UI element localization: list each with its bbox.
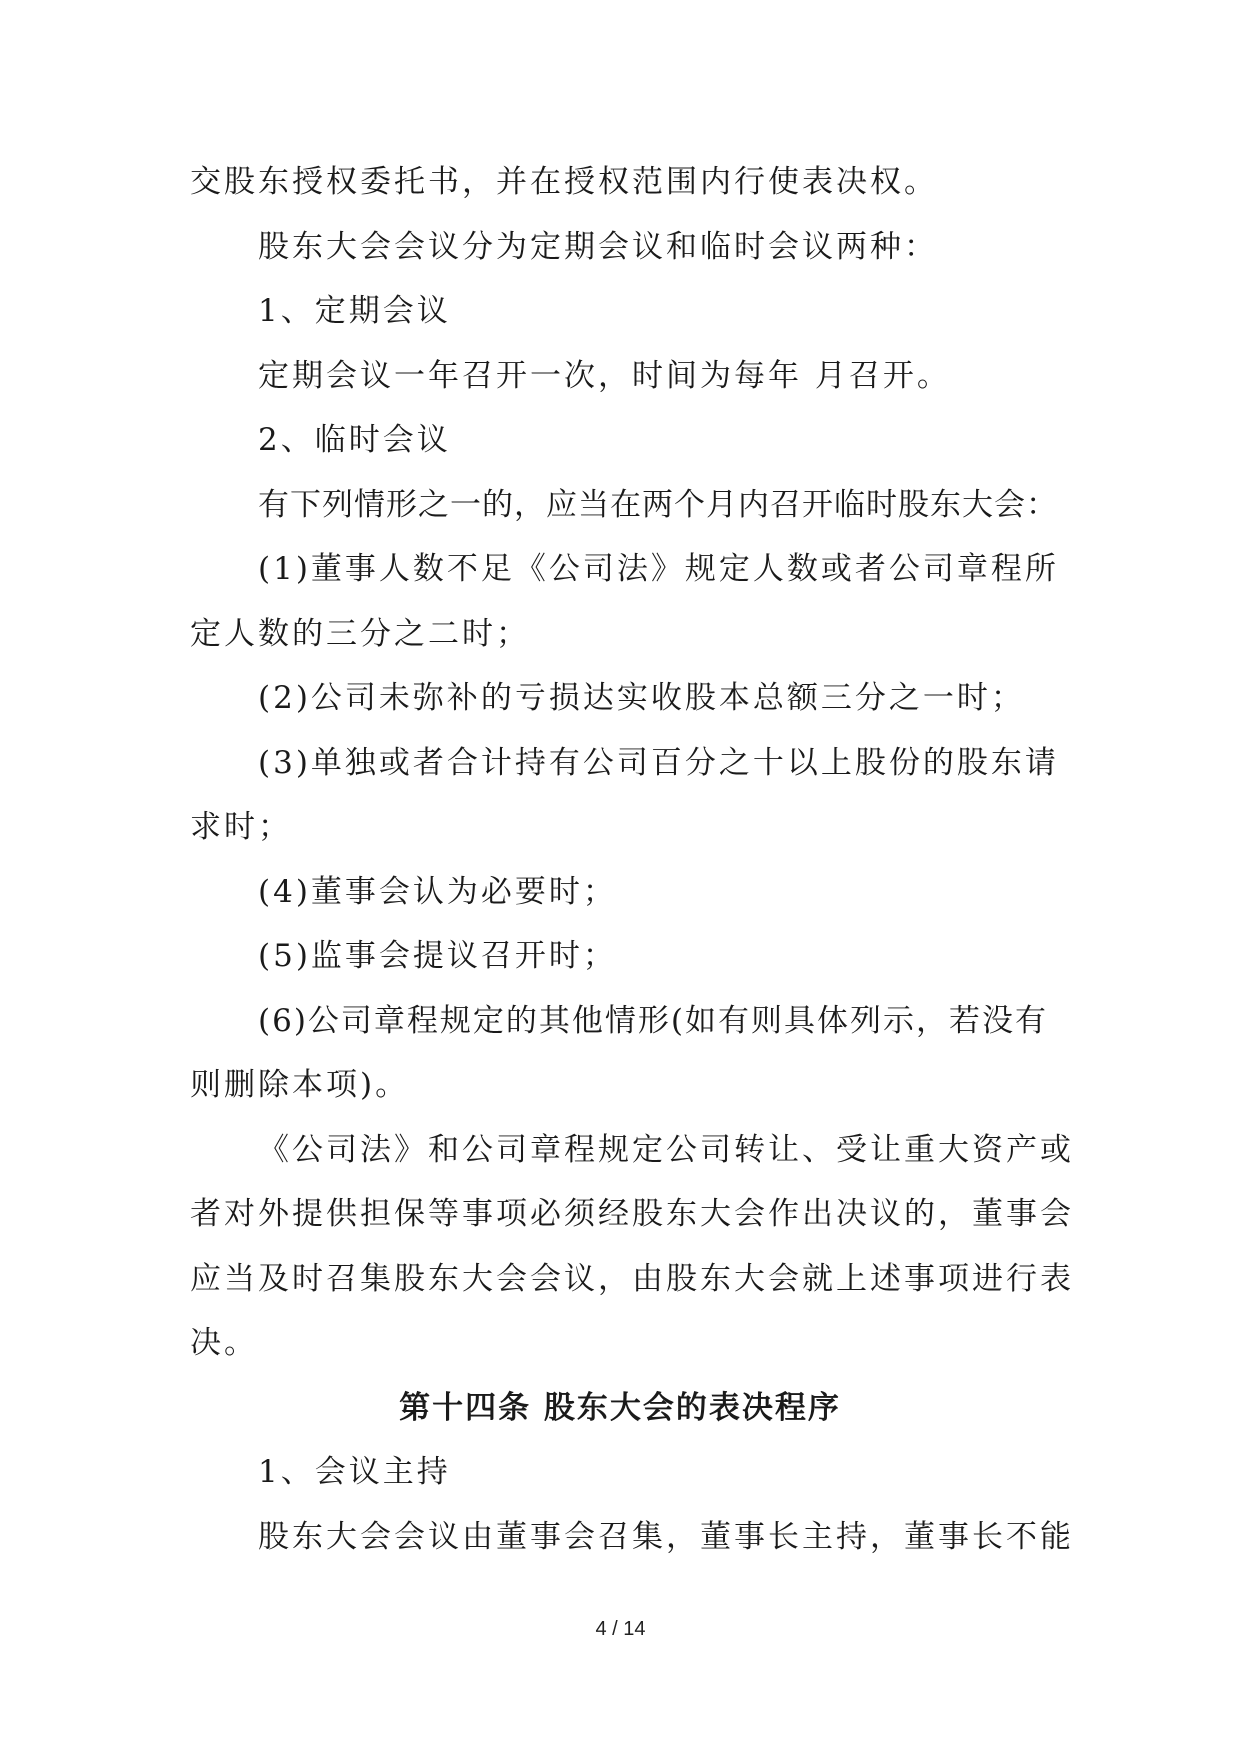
paragraph-line: 定期会议一年召开一次，时间为每年 月召开。 bbox=[258, 357, 951, 394]
paragraph-line: 求时； bbox=[190, 809, 292, 845]
paragraph-line: 决。 bbox=[190, 1325, 258, 1361]
list-item: (5)监事会提议召开时； bbox=[258, 938, 617, 974]
page-number: 4 / 14 bbox=[595, 1618, 646, 1640]
paragraph-line: 应当及时召集股东大会会议，由股东大会就上述事项进行表 bbox=[190, 1260, 1074, 1297]
list-item: (1)董事人数不足《公司法》规定人数或者公司章程所 bbox=[258, 551, 1059, 587]
list-item-heading: 2、临时会议 bbox=[258, 422, 451, 458]
list-item-heading: 1、定期会议 bbox=[258, 293, 451, 329]
list-item-heading: 1、会议主持 bbox=[258, 1454, 451, 1490]
list-item: (3)单独或者合计持有公司百分之十以上股份的股东请 bbox=[258, 744, 1059, 781]
list-item: (2)公司未弥补的亏损达实收股本总额三分之一时； bbox=[258, 680, 1025, 716]
list-item: (4)董事会认为必要时； bbox=[258, 873, 617, 910]
section-heading: 第十四条 股东大会的表决程序 bbox=[399, 1389, 841, 1426]
paragraph-line: 者对外提供担保等事项必须经股东大会作出决议的，董事会 bbox=[190, 1196, 1074, 1232]
paragraph-line: 《公司法》和公司章程规定公司转让、受让重大资产或 bbox=[258, 1131, 1074, 1168]
paragraph-line: 股东大会会议分为定期会议和临时会议两种： bbox=[258, 228, 938, 265]
document-body bbox=[190, 150, 1074, 1569]
paragraph-line: 股东大会会议由董事会召集，董事长主持，董事长不能 bbox=[258, 1518, 1074, 1555]
paragraph-line: 则删除本项)。 bbox=[190, 1067, 410, 1103]
paragraph-line: 定人数的三分之二时； bbox=[190, 615, 530, 652]
paragraph-line: 有下列情形之一的，应当在两个月内召开临时股东大会： bbox=[258, 486, 1058, 523]
paragraph-line: 交股东授权委托书，并在授权范围内行使表决权。 bbox=[190, 164, 938, 200]
list-item: (6)公司章程规定的其他情形(如有则具体列示，若没有 bbox=[258, 1002, 1049, 1039]
